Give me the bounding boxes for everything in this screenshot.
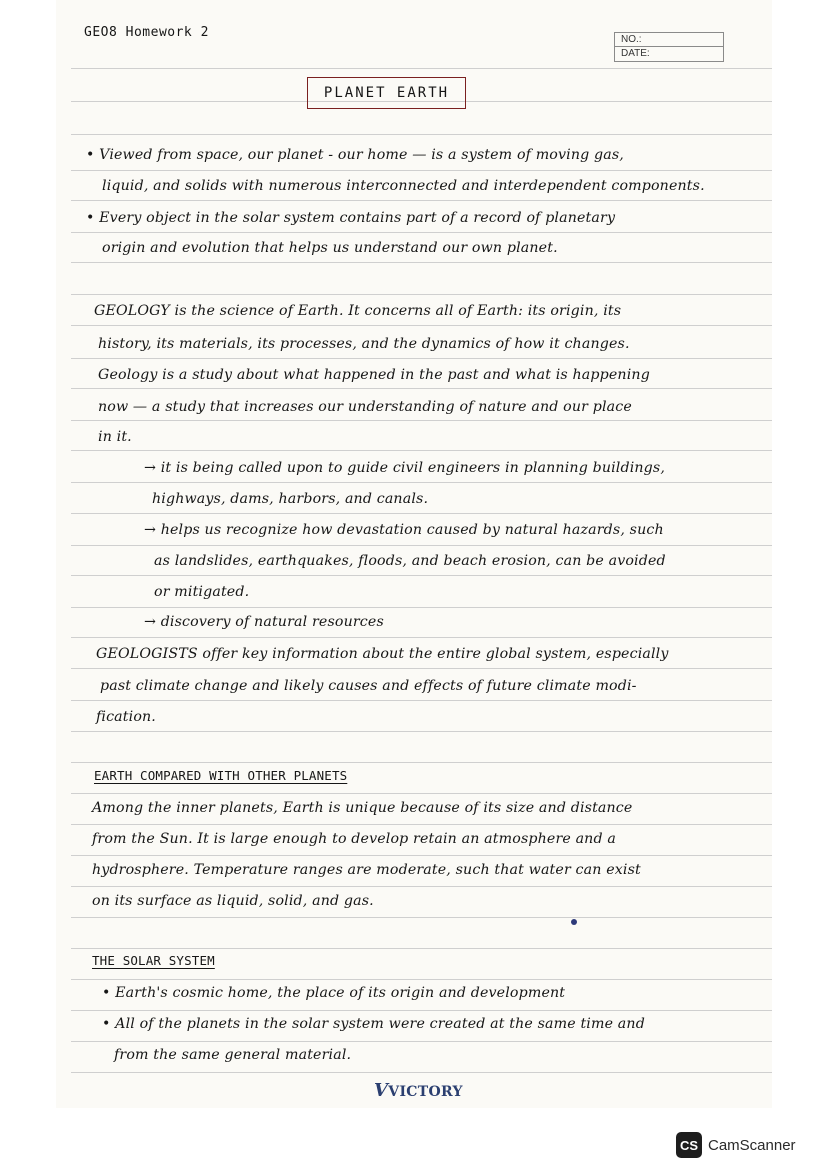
geology-line: as landslides, earthquakes, floods, and beach erosion, can be avoided [154,553,666,569]
geology-line: fication. [96,709,156,725]
victory-v-icon: V [374,1080,389,1101]
intro-line: • Viewed from space, our planet - our home — is a system of moving gas, [86,147,624,163]
no-date-box [614,32,724,62]
notebook-brand-logo [374,1080,463,1101]
page-title-box [307,77,466,109]
geology-line: Geology is a study about what happened in the past and what is happening [98,367,650,383]
notebook-brand-text: VICTORY [388,1084,463,1100]
geology-line: past climate change and likely causes and effects of future climate modi- [100,678,637,694]
geology-line: → discovery of natural resources [144,614,384,630]
camscanner-logo-icon: CS [676,1132,702,1158]
intro-line: • Every object in the solar system contains part of a record of planetary [86,210,616,226]
course-header: GEO8 Homework 2 [84,25,209,40]
comparison-line: hydrosphere. Temperature ranges are moderate, such that water can exist [92,862,641,878]
geology-line: GEOLOGISTS offer key information about the entire global system, especially [96,646,669,662]
solar-system-heading: THE SOLAR SYSTEM [92,953,215,968]
solar-system-line: • Earth's cosmic home, the place of its origin and development [102,985,566,1001]
geology-line: or mitigated. [154,584,250,600]
solar-system-line: • All of the planets in the solar system were created at the same time and [102,1016,645,1032]
geology-line: history, its materials, its processes, and the dynamics of how it changes. [98,336,630,352]
date-label: DATE: [621,48,650,59]
camscanner-watermark [676,1132,796,1158]
geology-line: highways, dams, harbors, and canals. [152,491,429,507]
no-label: NO.: [615,33,723,47]
page-title: PLANET EARTH [323,85,450,101]
geology-line: → helps us recognize how devastation caused by natural hazards, such [144,522,664,538]
comparison-line: on its surface as liquid, solid, and gas. [92,893,374,909]
intro-line: origin and evolution that helps us understand our own planet. [102,240,558,256]
notebook-page [56,0,772,1108]
geology-line: GEOLOGY is the science of Earth. It concerns all of Earth: its origin, its [94,303,622,319]
comparison-line: Among the inner planets, Earth is unique because of its size and distance [92,800,633,816]
comparison-line: from the Sun. It is large enough to develop retain an atmosphere and a [92,831,616,847]
geology-line: now — a study that increases our understanding of nature and our place [98,399,632,415]
intro-line: liquid, and solids with numerous interconnected and interdependent components. [102,178,705,194]
comparison-heading: EARTH COMPARED WITH OTHER PLANETS [94,768,348,783]
solar-system-line: from the same general material. [114,1047,352,1063]
geology-line: → it is being called upon to guide civil engineers in planning buildings, [144,460,666,476]
camscanner-name: CamScanner [708,1136,796,1154]
geology-line: in it. [98,429,132,445]
ink-dot [571,919,577,925]
